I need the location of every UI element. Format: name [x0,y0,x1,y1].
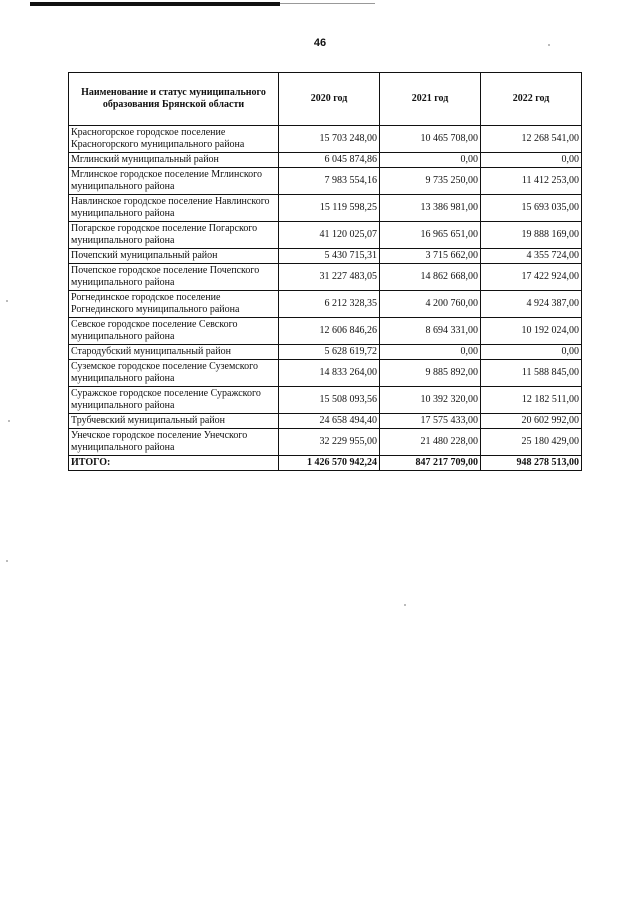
total-2021: 847 217 709,00 [380,456,481,471]
table-row [69,291,582,318]
table-row [69,414,582,429]
row-2022: 0,00 [481,153,582,168]
row-name: Стародубский муниципальный район [69,345,279,360]
scan-top-bar [30,2,280,6]
row-name: Севское городское поселение Севского муниципального района [69,318,279,345]
row-2022: 10 192 024,00 [481,318,582,345]
table-row [69,126,582,153]
table-row [69,429,582,456]
row-2021: 9 735 250,00 [380,168,481,195]
row-2022: 12 182 511,00 [481,387,582,414]
row-name: Мглинский муниципальный район [69,153,279,168]
row-2022: 0,00 [481,345,582,360]
row-2022: 4 355 724,00 [481,249,582,264]
row-2021: 17 575 433,00 [380,414,481,429]
row-name: Почепский муниципальный район [69,249,279,264]
row-2021: 4 200 760,00 [380,291,481,318]
row-name: Трубчевский муниципальный район [69,414,279,429]
table-row [69,222,582,249]
header-2020: 2020 год [279,73,380,126]
table-row [69,345,582,360]
header-2021: 2021 год [380,73,481,126]
row-2020: 6 212 328,35 [279,291,380,318]
row-2020: 5 430 715,31 [279,249,380,264]
row-2022: 19 888 169,00 [481,222,582,249]
row-2022: 20 602 992,00 [481,414,582,429]
row-2020: 12 606 846,26 [279,318,380,345]
scan-speck [6,300,8,302]
scan-top-line [280,3,375,4]
row-name: Погарское городское поселение Погарского муниципального района [69,222,279,249]
row-2021: 3 715 662,00 [380,249,481,264]
row-2020: 7 983 554,16 [279,168,380,195]
row-2020: 24 658 494,40 [279,414,380,429]
total-label: ИТОГО: [69,456,279,471]
row-2021: 8 694 331,00 [380,318,481,345]
row-2021: 16 965 651,00 [380,222,481,249]
row-2021: 14 862 668,00 [380,264,481,291]
row-name: Почепское городское поселение Почепского муниципального района [69,264,279,291]
row-2022: 17 422 924,00 [481,264,582,291]
row-2020: 15 703 248,00 [279,126,380,153]
table-row [69,318,582,345]
row-name: Унечское городское поселение Унечского муниципального района [69,429,279,456]
header-name: Наименование и статус муниципального образования Брянской области [69,73,279,126]
row-2020: 6 045 874,86 [279,153,380,168]
table-header-row [69,73,582,126]
row-2022: 15 693 035,00 [481,195,582,222]
row-2021: 9 885 892,00 [380,360,481,387]
row-2021: 13 386 981,00 [380,195,481,222]
row-2021: 21 480 228,00 [380,429,481,456]
row-2021: 10 392 320,00 [380,387,481,414]
table-row [69,195,582,222]
row-2021: 0,00 [380,153,481,168]
row-2022: 25 180 429,00 [481,429,582,456]
row-2020: 14 833 264,00 [279,360,380,387]
row-name: Красногорское городское поселение Красногорского муниципального района [69,126,279,153]
table-row [69,249,582,264]
page-number: 46 [313,37,327,49]
table-row [69,360,582,387]
row-name: Суземское городское поселение Суземского муниципального района [69,360,279,387]
row-2020: 15 508 093,56 [279,387,380,414]
row-2022: 4 924 387,00 [481,291,582,318]
row-2020: 5 628 619,72 [279,345,380,360]
row-2020: 31 227 483,05 [279,264,380,291]
total-2022: 948 278 513,00 [481,456,582,471]
row-2020: 32 229 955,00 [279,429,380,456]
row-2022: 12 268 541,00 [481,126,582,153]
row-name: Суражское городское поселение Суражского муниципального района [69,387,279,414]
row-2021: 0,00 [380,345,481,360]
table-row [69,168,582,195]
scan-speck [8,420,10,422]
scan-speck [548,44,550,46]
total-row [69,456,582,471]
scan-speck [404,604,406,606]
row-name: Рогнединское городское поселение Рогнединского муниципального района [69,291,279,318]
table-row [69,387,582,414]
table-row [69,153,582,168]
total-2020: 1 426 570 942,24 [279,456,380,471]
row-name: Навлинское городское поселение Навлинского муниципального района [69,195,279,222]
budget-table [68,72,582,471]
row-2020: 15 119 598,25 [279,195,380,222]
row-2020: 41 120 025,07 [279,222,380,249]
row-2022: 11 412 253,00 [481,168,582,195]
row-name: Мглинское городское поселение Мглинского муниципального района [69,168,279,195]
row-2021: 10 465 708,00 [380,126,481,153]
header-2022: 2022 год [481,73,582,126]
table-row [69,264,582,291]
row-2022: 11 588 845,00 [481,360,582,387]
scan-speck [6,560,8,562]
